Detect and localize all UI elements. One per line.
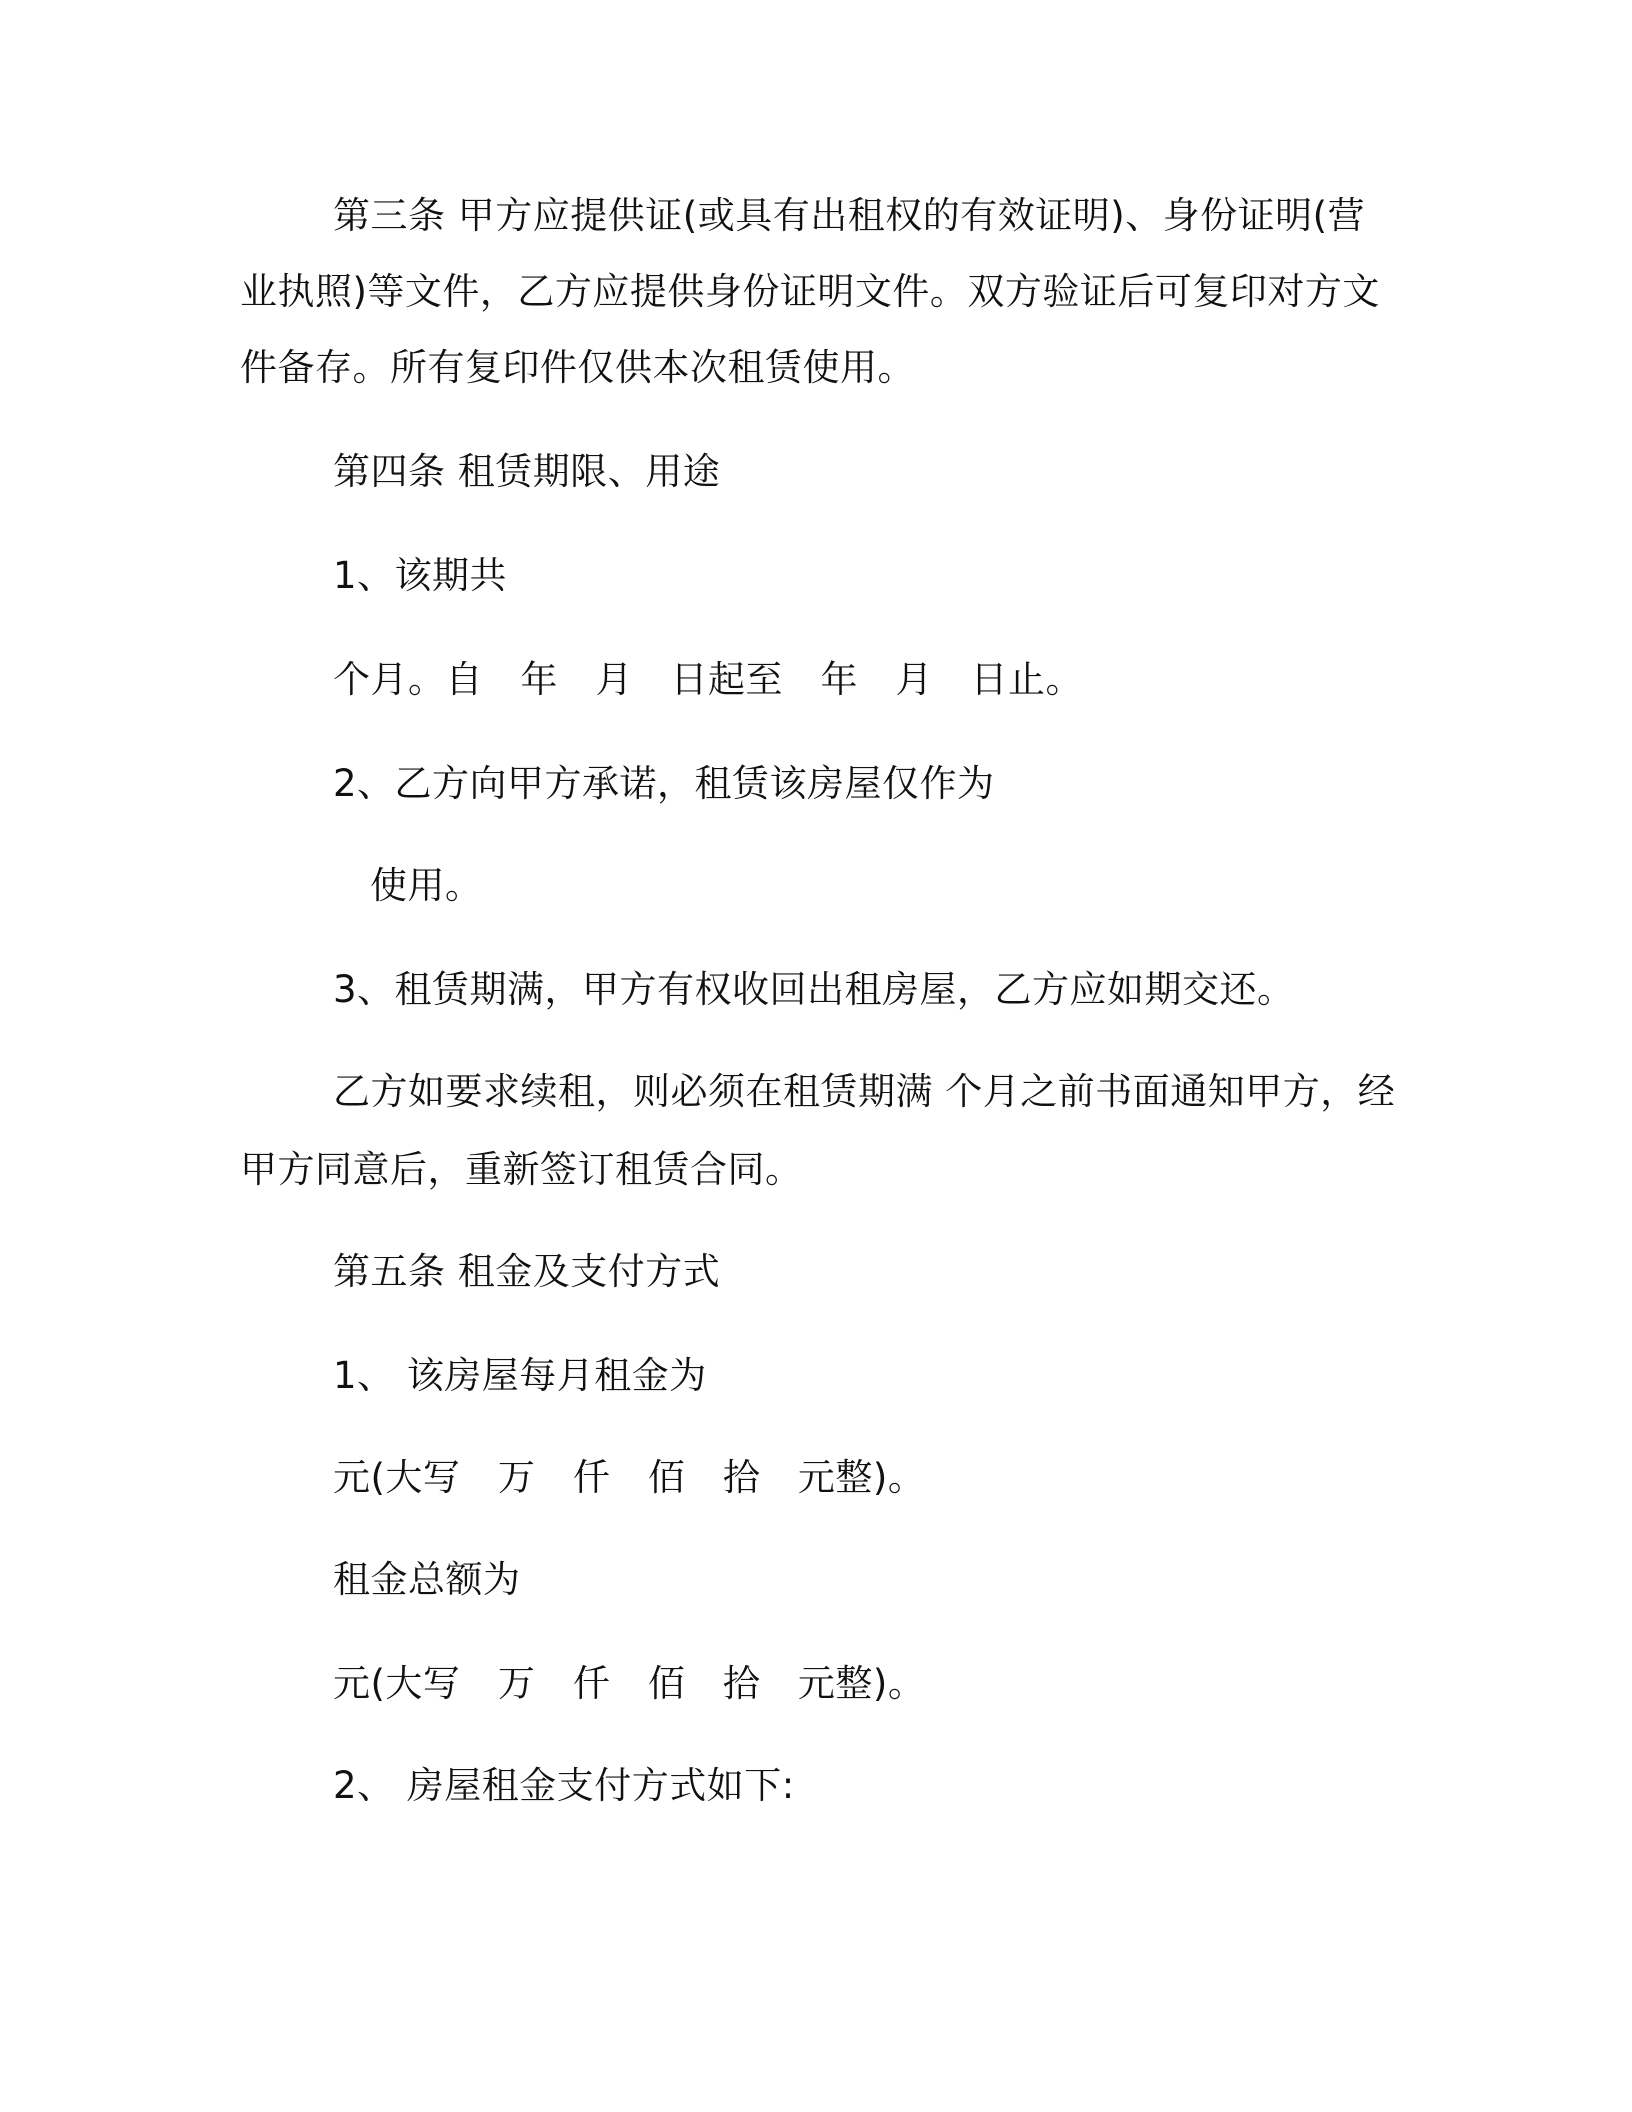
article4-item3: 3、租赁期满，甲方有权收回出租房屋，乙方应如期交还。 — [333, 968, 1295, 1011]
article5-item2-label: 2、 房屋租金支付方式如下: — [333, 1764, 795, 1807]
article5-heading: 第五条 租金及支付方式 — [333, 1250, 721, 1293]
article3-line-2: 业执照)等文件，乙方应提供身份证明文件。双方验证后可复印对方文 — [240, 270, 1380, 313]
article5-monthly-amount-words: 元(大写 万 仟 佰 拾 元整)。 — [333, 1456, 926, 1499]
article4-item1-label: 1、该期共 — [333, 554, 508, 597]
article4-renewal-line-2: 甲方同意后，重新签订租赁合同。 — [240, 1148, 803, 1191]
article5-item1-label: 1、 该房屋每月租金为 — [333, 1354, 707, 1397]
article4-item2-label: 2、乙方向甲方承诺，租赁该房屋仅作为 — [333, 762, 995, 805]
article5-total-amount-words: 元(大写 万 仟 佰 拾 元整)。 — [333, 1662, 926, 1705]
article4-heading: 第四条 租赁期限、用途 — [333, 450, 721, 493]
article4-item1-period: 个月。自 年 月 日起至 年 月 日止。 — [333, 658, 1083, 701]
article4-item2-usage: 使用。 — [370, 864, 483, 907]
article5-total-label: 租金总额为 — [333, 1558, 521, 1601]
article3-line-1: 第三条 甲方应提供证(或具有出租权的有效证明)、身份证明(营 — [333, 194, 1366, 237]
article4-renewal-line-1: 乙方如要求续租，则必须在租赁期满 个月之前书面通知甲方，经 — [333, 1070, 1396, 1113]
article3-line-3: 件备存。所有复印件仅供本次租赁使用。 — [240, 346, 915, 389]
